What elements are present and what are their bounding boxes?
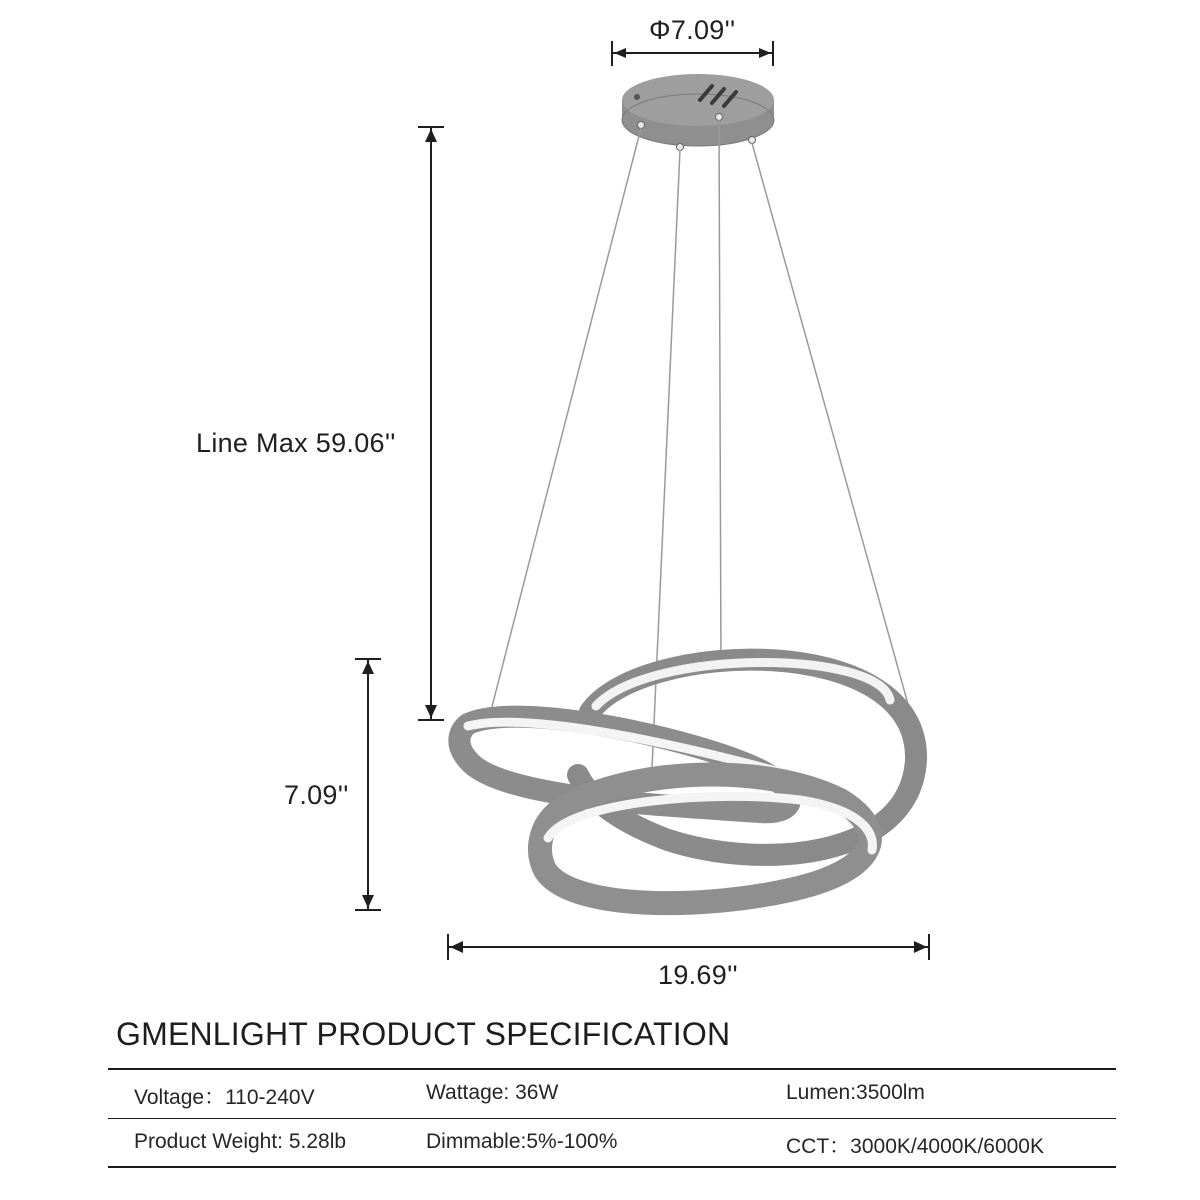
spec-title: GMENLIGHT PRODUCT SPECIFICATION [116,1016,731,1052]
canopy-diameter-label: Φ7.09'' [649,15,736,45]
spec-row [108,1120,1116,1166]
fixture-width-label: 19.69'' [658,960,738,990]
fixture-height-label: 7.09'' [284,780,349,810]
ceiling-canopy [622,74,774,151]
spec-row [108,1071,1116,1117]
spec-bottom-rule [108,1166,1116,1168]
spec-wattage: Wattage: 36W [426,1081,559,1104]
fixture-width-dimension [448,934,929,960]
spec-lumen: Lumen:3500lm [786,1081,925,1104]
spec-dimmable: Dimmable:5%-100% [426,1130,618,1153]
line-length-dimension [418,127,444,720]
spec-middle-rule [108,1118,1116,1119]
spiral-rings [459,660,916,904]
spec-cct: CCT：3000K/4000K/6000K [786,1135,1044,1158]
line-max-label: Line Max 59.06'' [196,428,396,458]
spec-voltage: Voltage：110-240V [134,1086,315,1109]
spec-weight: Product Weight: 5.28lb [134,1130,347,1153]
fixture-height-dimension [355,659,381,910]
spec-top-rule [108,1068,1116,1070]
